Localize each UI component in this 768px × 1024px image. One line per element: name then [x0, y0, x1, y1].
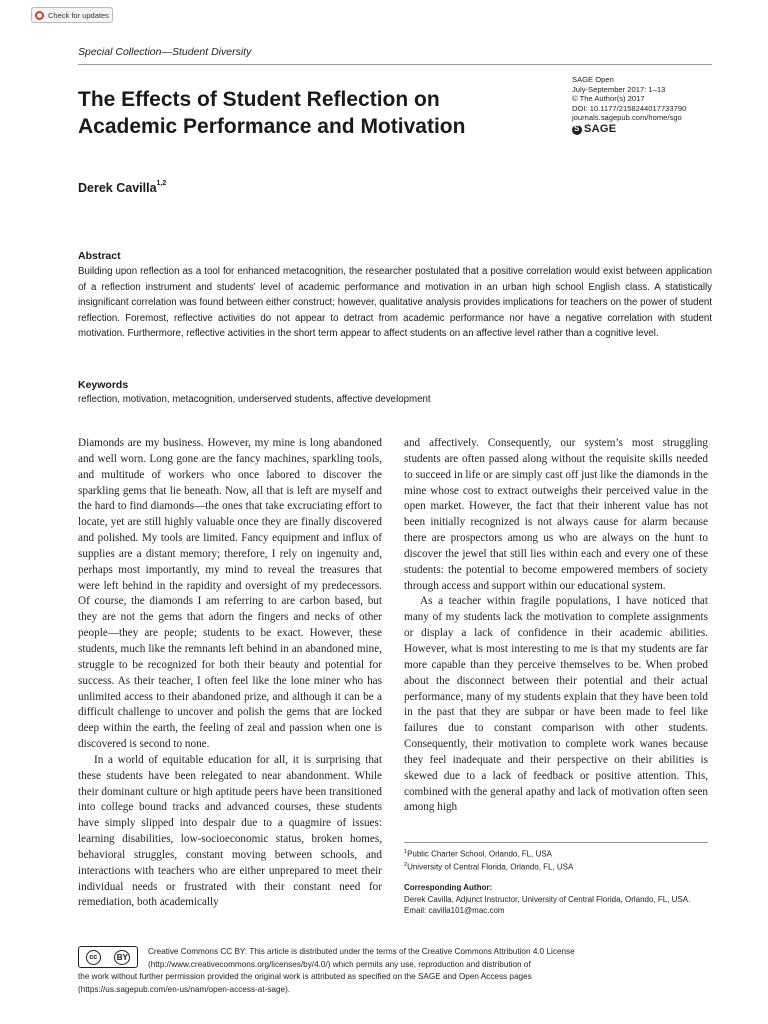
body-paragraph: and affectively. Consequently, our system’s most struggling students are often passed along without the requisite skills needed to succeed in life or are simply cast off just like the diamonds in the mine whose cost to extract outweighs their perceived value in the open market. However, the fact that their inherent value has not been initially recognized is not always cause for alarm because there are prospectors among us who are always on the hunt to discover the jewel that still lies within each and every one of these students: the potential to become empowered members of society through access and support within our educational system. [404, 437, 708, 592]
footnotes [404, 847, 708, 917]
journal-name: SAGE Open [572, 75, 614, 84]
affiliation-2 [404, 860, 708, 873]
footnote-rule [404, 842, 708, 843]
abstract-heading: Abstract [78, 250, 121, 262]
special-collection-label: Special Collection—Student Diversity [78, 46, 252, 58]
sage-logo-text: SAGE [584, 123, 617, 136]
abstract-text: Building upon reflection as a tool for enhanced metacognition, the researcher postulated that a positive correlation would exist between application of a reflection instrument and students’ level of academic performance and motivation in an urban high school English class. A statistically insignificant correlation was found between either construct; however, qualitative analysis provides implications for teachers on the power of student reflection. Foremost, reflective activities do not appear to detract from academic performance nor have a negative correlation with student motivation. Furthermore, reflective activities in the short term appear to affect students on an affective level rather than a cognitive level. [78, 266, 712, 340]
by-attribution-icon: BY [114, 950, 130, 965]
journal-url[interactable]: journals.sagepub.com/home/sgo [572, 113, 682, 123]
body-column-left [78, 436, 382, 911]
cc-icon: cc [86, 950, 101, 965]
license-line-4[interactable]: (https://us.sagepub.com/en-us/nam/open-access-at-sage). [78, 984, 291, 994]
keywords-text: reflection, motivation, metacognition, underserved students, affective development [78, 394, 431, 405]
body-paragraph: Diamonds are my business. However, my mine is long abandoned and well worn. Long gone are the fancy machines, sparkling tools, and multitude of workers who once labored to discover the sparkling gems that lie beneath. Now, all that is left are myself and the hard to find diamonds—the ones that take excruciating effort to locate, yet are still highly valuable once they are finally discovered and polished. My tools are limited. Fancy equipment and influx of supplies are a distant memory; therefore, I rely on ingenuity and, perhaps most importantly, my mind to reveal the treasures that were left behind in the rapidity and oversight of my predecessors. Of course, the diamonds I am referring to are carbon based, but they are not the gems that adorn the fingers and necks of other people—they are people; students to be exact. However, these students, much like the remnants left behind in an abandoned mine, struggle to be recognized for both their beauty and potential for success. As their teacher, I often feel like the lone miner who has unlimited access to their abandoned prize, and although it can be a difficult challenge to uncover and polish the gems that are locked deep within the earth, the feeling of zeal and passion when one is discovered is second to none. [78, 437, 382, 751]
author-name: Derek Cavilla [78, 181, 157, 195]
body-column-right [404, 436, 708, 816]
license-line-3: the work without further permission provided the original work is attributed as specified on the SAGE and Open Access pages [78, 972, 532, 981]
affiliation-2-mark: 2 [404, 862, 408, 869]
license-line-1: Creative Commons CC BY: This article is distributed under the terms of the Creative Commons Attribution 4.0 License [148, 947, 575, 956]
corresponding-author-email[interactable]: Email: cavilla101@mac.com [404, 906, 505, 916]
creative-commons-badge[interactable] [78, 946, 138, 968]
journal-issue: July-September 2017: 1–13 [572, 84, 666, 94]
affiliation-1-text: Public Charter School, Orlando, FL, USA [407, 849, 553, 859]
check-for-updates-label: Check for updates [48, 10, 109, 20]
corresponding-author-heading: Corresponding Author: [404, 883, 493, 893]
check-for-updates-icon [35, 11, 44, 20]
keywords-heading: Keywords [78, 379, 129, 391]
author-affiliation-marks: 1,2 [156, 180, 167, 187]
affiliation-1-mark: 1 [404, 849, 408, 855]
body-paragraph: As a teacher within fragile populations, I have noticed that many of my students lack the motivation to complete assignments or display a lack of confidence in their academic abilities. However, what is most interesting to me is that my students are far more capable than they perceive themselves to be. When probed about the disconnect between their potential and their actual performance, many of my students explain that they have been told in the past that they are subpar or have been made to feel like failures due to constant comparison with other students. Consequently, their motivation to complete work wanes because they feel inadequate and their perspective on their abilities is skewed due to a lack of feedback or positive attention. This, combined with the general apathy and lack of motivation often seen among high [404, 595, 708, 814]
body-paragraph: In a world of equitable education for all, it is surprising that these students have been relegated to near abandonment. While their dominant culture or high aptitude peers have been transitioned into college bound tracks and advanced courses, these students have simply slipped into despair due to a quagmire of issues: learning disabilities, low-socioeconomic status, broken homes, behavioral struggles, constant moving between schools, and interactions with teachers who are either unprepared to meet their individual needs or frustrated with their constant need for remediation, both academically [78, 753, 382, 909]
header-rule [78, 64, 712, 65]
journal-info [572, 75, 686, 135]
license-line-2[interactable]: (http://www.creativecommons.org/licenses/by/4.0/) which permits any use, reproduction and distribution of [148, 959, 531, 969]
corresponding-author-details: Derek Cavilla, Adjunct Instructor, University of Central Florida, Orlando, FL, USA. [404, 894, 691, 904]
check-for-updates-badge[interactable] [31, 7, 113, 23]
journal-doi[interactable]: DOI: 10.1177/2158244017733790 [572, 103, 687, 113]
author-line [78, 181, 166, 195]
license-notice [78, 946, 712, 996]
article-title: The Effects of Student Reflection on Academic Performance and Motivation [78, 88, 466, 138]
sage-logo-icon [572, 125, 582, 135]
affiliation-1 [404, 847, 708, 860]
sage-logo [572, 125, 686, 135]
affiliation-2-text: University of Central Florida, Orlando, FL, USA [407, 862, 574, 872]
journal-copyright: © The Author(s) 2017 [572, 94, 645, 104]
